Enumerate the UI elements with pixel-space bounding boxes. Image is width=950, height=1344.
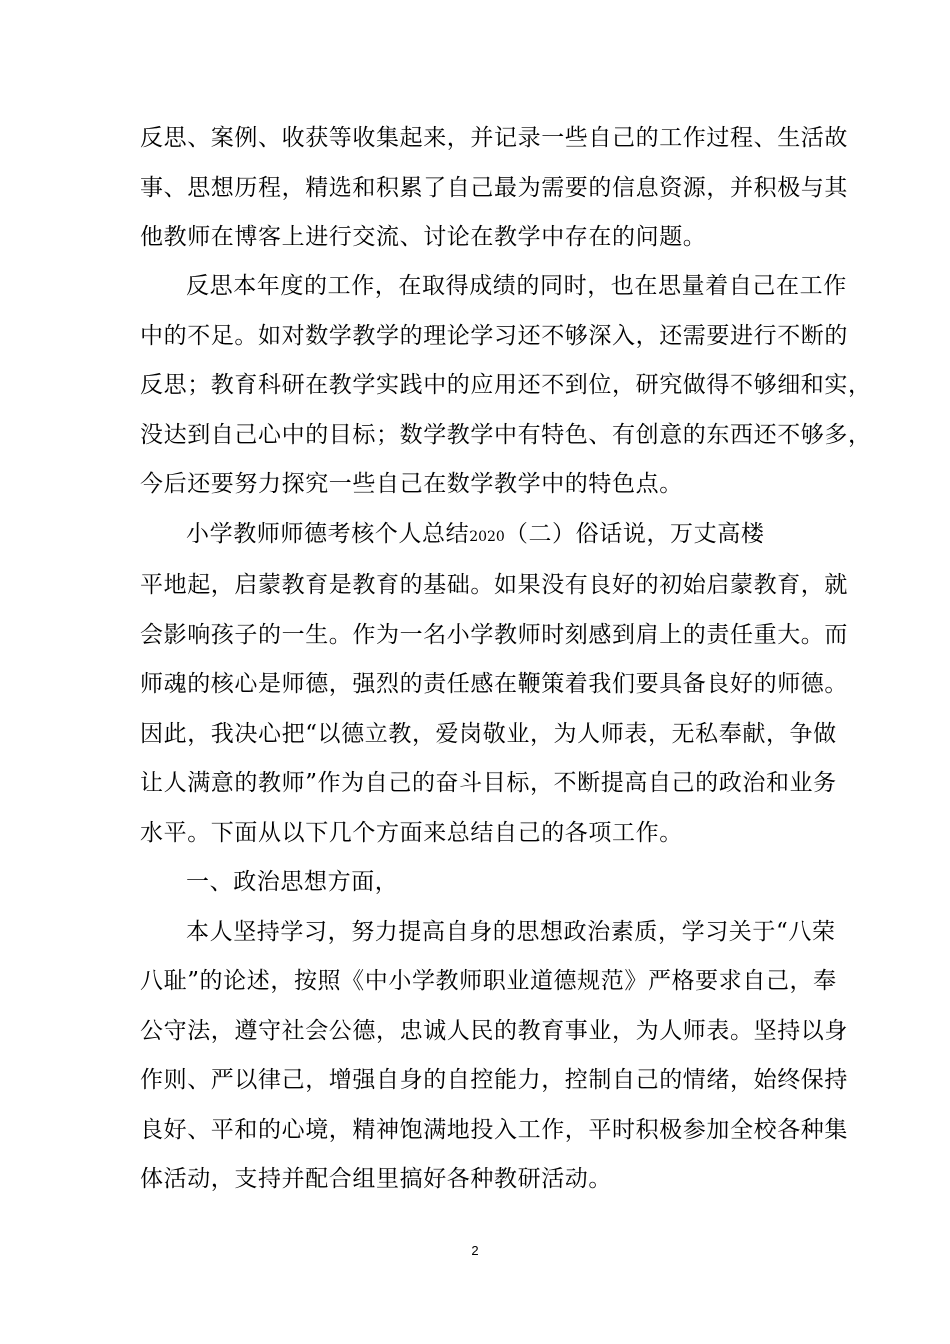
text-line: 反思、案例、收获等收集起来，并记录一些自己的工作过程、生活故 <box>140 125 848 151</box>
text-line: 良好、平和的心境，精神饱满地投入工作，平时积极参加全校各种集 <box>140 1117 848 1143</box>
heading-text: （二）俗话说，万丈高楼 <box>504 521 765 547</box>
section-heading <box>186 519 764 549</box>
subsection-heading: 一、政治思想方面， <box>186 869 399 895</box>
text-line: 他教师在博客上进行交流、讨论在教学中存在的问题。 <box>140 224 707 250</box>
text-line: 没达到自己心中的目标；数学教学中有特色、有创意的东西还不够多， <box>140 422 872 448</box>
text-line: 平地起，启蒙教育是教育的基础。如果没有良好的初始启蒙教育，就 <box>140 572 848 598</box>
text-line: 师魂的核心是师德，强烈的责任感在鞭策着我们要具备良好的师德。 <box>140 671 848 697</box>
text-line: 体活动，支持并配合组里搞好各种教研活动。 <box>140 1166 612 1192</box>
text-line: 事、思想历程，精选和积累了自己最为需要的信息资源，并积极与其 <box>140 175 848 201</box>
text-line: 让人满意的教师”作为自己的奋斗目标，不断提高自己的政治和业务 <box>140 770 837 796</box>
text-line: 水平。下面从以下几个方面来总结自己的各项工作。 <box>140 820 683 846</box>
text-line: 反思本年度的工作，在取得成绩的同时，也在思量着自己在工作 <box>186 273 847 299</box>
text-line: 作则、严以律己，增强自身的自控能力，控制自己的情绪，始终保持 <box>140 1067 848 1093</box>
page-number: 2 <box>471 1243 479 1258</box>
text-line: 中的不足。如对数学教学的理论学习还不够深入，还需要进行不断的 <box>140 323 848 349</box>
text-line: 会影响孩子的一生。作为一名小学教师时刻感到肩上的责任重大。而 <box>140 622 848 648</box>
text-line: 反思；教育科研在教学实践中的应用还不到位，研究做得不够细和实， <box>140 372 872 398</box>
heading-text: 小学教师师德考核个人总结 <box>186 521 470 547</box>
text-line: 八耻”的论述，按照《中小学教师职业道德规范》严格要求自己，奉 <box>140 968 837 994</box>
text-line: 因此，我决心把“以德立教，爱岗敬业，为人师表，无私奉献，争做 <box>140 721 837 747</box>
text-line: 本人坚持学习，努力提高自身的思想政治素质，学习关于“八荣 <box>186 919 836 945</box>
heading-year: 2020 <box>469 529 505 545</box>
text-line: 公守法，遵守社会公德，忠诚人民的教育事业，为人师表。坚持以身 <box>140 1018 848 1044</box>
text-line: 今后还要努力探究一些自己在数学教学中的特色点。 <box>140 471 683 497</box>
